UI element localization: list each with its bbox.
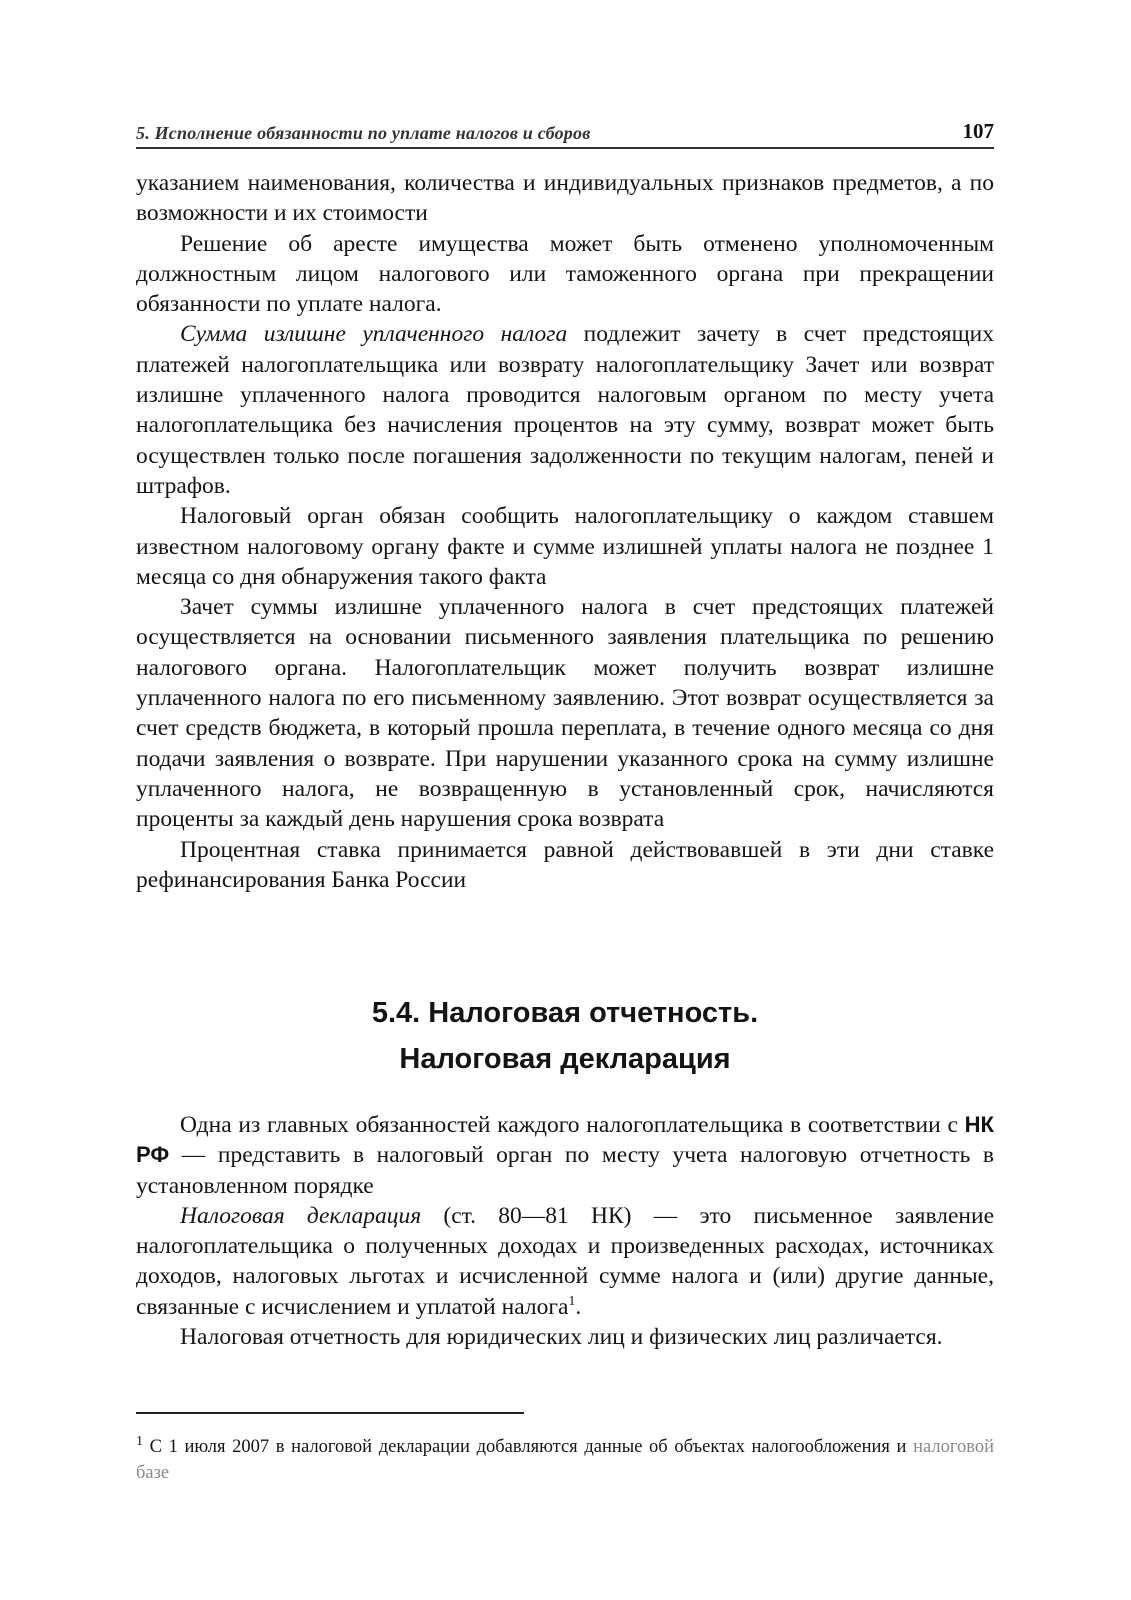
paragraph [136,1110,994,1201]
paragraph-text: подлежит зачету в счет предстоящих платежей налогоплательщика или возврату налогоплательщику Зачет или возврат излишне уплаченного налога проводится налоговым органом по месту учета налогоплательщика без начисления процентов на эту сумму, возврат может быть осуществлен только после погашения задолженности по текущим налогам, пеней и штрафов. [136,321,994,499]
footnote-ref: 1 [568,1293,576,1309]
body-text [136,168,994,895]
paragraph-text: . [575,1293,582,1320]
paragraph [136,319,994,501]
paragraph-text: Одна из главных обязанностей каждого налогоплательщика в соответствии с [180,1112,965,1138]
term-tax-declaration: Налоговая декларация [180,1202,422,1229]
footnote [136,1434,994,1486]
paragraph: Налоговая отчетность для юридических лиц и физических лиц различается. [180,1324,943,1351]
section-heading-line2: Налоговая декларация [399,1043,731,1075]
section-body-text [136,1110,994,1352]
paragraph: Зачет суммы излишне уплаченного налога в счет предстоящих платежей осуществляется на основании письменного заявления плательщика по решению налогового органа. Налогоплательщик может получить возврат излишне уплаченного налога по его письменному заявлению. Этот возврат осуществляется за счет средств бюджета, в который прошла переплата, в течение одного месяца со дня подачи заявления о возврате. При нарушении указанного срока на сумму излишне уплаченного налога, не возвращенную в установленный срок, начисляются проценты за каждый день нарушения срока возврата [136,594,994,833]
footnote-body: С 1 июля 2007 в налоговой декларации добавляются данные об объектах налогообложения и [143,1437,914,1457]
footnote-text [136,1434,994,1486]
paragraph: Процентная ставка принимается равной действовавшей в эти дни ставке рефинансирования Банка России [136,836,994,893]
section-heading [136,990,994,1082]
paragraph: Решение об аресте имущества может быть отменено уполномоченным должностным лицом налогового или таможенного органа при прекращении обязанности по уплате налога. [136,230,994,318]
nk-rf-abbrev: НК РФ [136,1112,994,1168]
paragraph: Налоговый орган обязан сообщить налогоплательщику о каждом ставшем известном налоговому органу факте и сумме излишней уплаты налога не позднее 1 месяца со дня обнаружения такого факта [136,503,994,590]
footnote-body-faint: налоговой базе [136,1437,994,1483]
paragraph-text: — представить в налоговый орган по месту учета налоговую отчетность в установленном порядке [136,1142,994,1199]
section-heading-line1: 5.4. Налоговая отчетность. [371,997,759,1029]
paragraph [136,1201,994,1322]
page-number: 107 [962,119,994,143]
paragraph: указанием наименования, количества и индивидуальных признаков предметов, а по возможности и их стоимости [136,170,994,227]
term-overpaid-tax: Сумма излишне уплаченного налога [180,321,568,348]
footnote-marker: 1 [136,1433,143,1449]
footnote-rule [136,1412,524,1414]
running-head [136,112,994,144]
running-title: 5. Исполнение обязанности по уплате налогов и сборов [136,123,591,143]
paragraph-text: (ст. 80—81 НК) — это письменное заявление налогоплательщика о полученных доходах и произведенных расходах, источниках доходов, налоговых льготах и исчисленной сумме налога и (или) другие данные, связанные с исчислением и уплатой налога [136,1202,994,1320]
header-rule [136,147,994,149]
